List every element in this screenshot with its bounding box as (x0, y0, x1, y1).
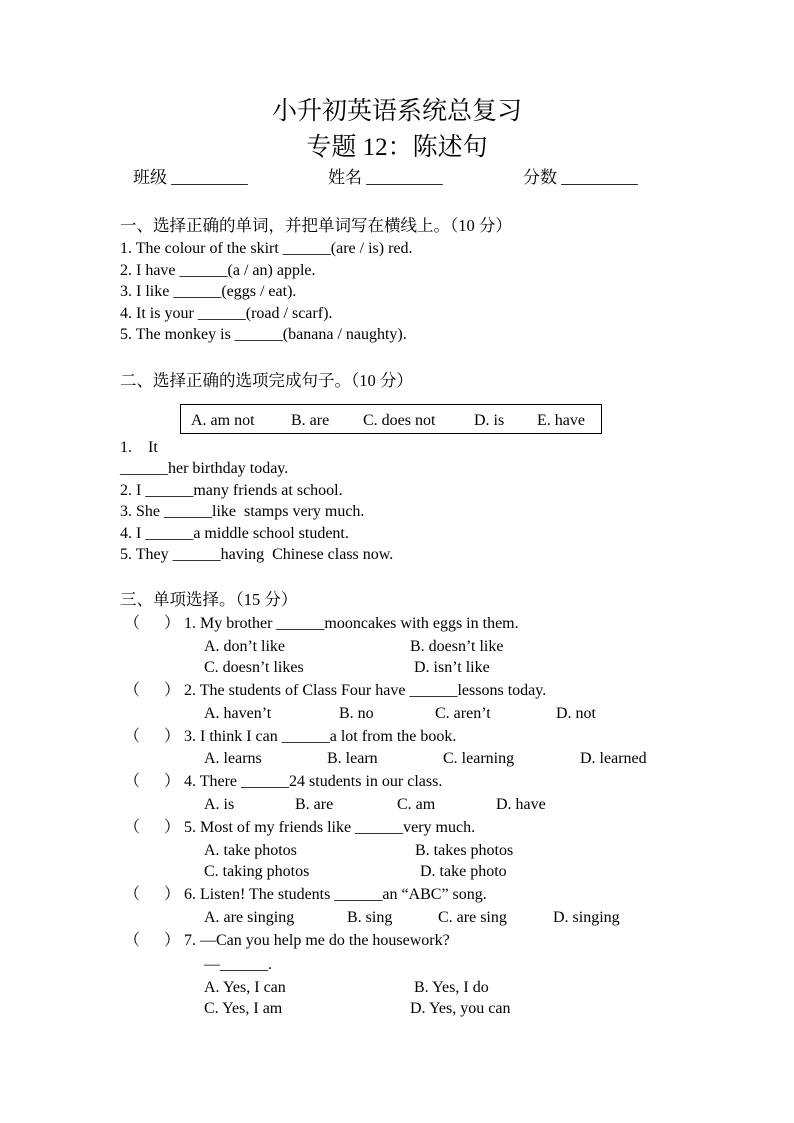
mc-option: A. are singing (204, 909, 295, 926)
mc-option: C. taking photos (204, 863, 310, 880)
section2-item: 3. She ______like stamps very much. (120, 503, 365, 520)
section1-item: 1. The colour of the skirt ______(are / is) red. (120, 240, 413, 257)
mc-option: A. don’t like (204, 638, 286, 655)
mc-question: 1. My brother ______mooncakes with eggs in them. (184, 615, 519, 632)
answer-paren: （ ） (124, 682, 181, 699)
mc-option: A. learns (204, 750, 262, 767)
mc-option: B. learn (327, 750, 378, 767)
mc-question: 3. I think I can ______a lot from the book. (184, 728, 457, 745)
mc-option: D. Yes, you can (410, 1000, 511, 1017)
mc-option: B. are (295, 796, 334, 813)
word-bank-option: E. have (537, 412, 585, 429)
mc-question: 4. There ______24 students in our class. (184, 773, 443, 790)
mc-question: 2. The students of Class Four have ______lessons today. (184, 682, 547, 699)
word-bank-option: A. am not (191, 412, 255, 429)
page-subtitle: 专题 12：陈述句 (306, 134, 488, 161)
mc-option: C. aren’t (435, 705, 491, 722)
mc-option: D. singing (553, 909, 620, 926)
mc-option: C. are sing (438, 909, 507, 926)
section2-item: 5. They ______having Chinese class now. (120, 546, 394, 563)
class-field: 班级 _________ (133, 168, 248, 187)
section2-heading: 二、选择正确的选项完成句子。（10 分） (120, 371, 413, 390)
word-bank-option: C. does not (363, 412, 436, 429)
mc-question: 7. —Can you help me do the housework? (184, 932, 450, 949)
mc-option: D. take photo (420, 863, 507, 880)
word-bank-box (180, 404, 602, 434)
section3-heading: 三、单项选择。（15 分） (120, 590, 298, 609)
mc-option: D. learned (580, 750, 647, 767)
section1-item: 4. It is your ______(road / scarf). (120, 305, 333, 322)
mc-reply: —______. (204, 956, 272, 973)
mc-option: A. Yes, I can (204, 979, 286, 996)
mc-option: B. Yes, I do (414, 979, 489, 996)
section1-item: 5. The monkey is ______(banana / naughty). (120, 326, 407, 343)
answer-paren: （ ） (124, 819, 181, 836)
word-bank-option: B. are (291, 412, 330, 429)
answer-paren: （ ） (124, 728, 181, 745)
mc-option: A. take photos (204, 842, 297, 859)
mc-question: 6. Listen! The students ______an “ABC” song. (184, 886, 487, 903)
section2-item: ______her birthday today. (120, 460, 289, 477)
name-field: 姓名 _________ (328, 168, 443, 187)
answer-paren: （ ） (124, 773, 181, 790)
mc-option: C. doesn’t likes (204, 659, 304, 676)
mc-option: D. not (556, 705, 596, 722)
section1-heading: 一、选择正确的单词，并把单词写在横线上。（10 分） (120, 216, 512, 235)
mc-option: C. am (397, 796, 436, 813)
mc-option: A. is (204, 796, 235, 813)
score-field: 分数 _________ (523, 168, 638, 187)
mc-option: B. no (339, 705, 374, 722)
mc-question: 5. Most of my friends like ______very much. (184, 819, 476, 836)
page-title: 小升初英语系统总复习 (271, 98, 522, 125)
section2-item: 4. I ______a middle school student. (120, 525, 349, 542)
mc-option: B. sing (347, 909, 393, 926)
section2-item: 1. It (120, 439, 158, 456)
answer-paren: （ ） (124, 615, 181, 632)
mc-option: B. doesn’t like (410, 638, 504, 655)
mc-option: A. haven’t (204, 705, 272, 722)
mc-option: B. takes photos (415, 842, 514, 859)
answer-paren: （ ） (124, 932, 181, 949)
mc-option: C. learning (443, 750, 515, 767)
section2-item: 2. I ______many friends at school. (120, 482, 343, 499)
mc-option: D. have (496, 796, 546, 813)
section1-item: 3. I like ______(eggs / eat). (120, 283, 297, 300)
section1-item: 2. I have ______(a / an) apple. (120, 262, 316, 279)
word-bank-option: D. is (474, 412, 505, 429)
answer-paren: （ ） (124, 886, 181, 903)
mc-option: C. Yes, I am (204, 1000, 283, 1017)
mc-option: D. isn’t like (414, 659, 490, 676)
